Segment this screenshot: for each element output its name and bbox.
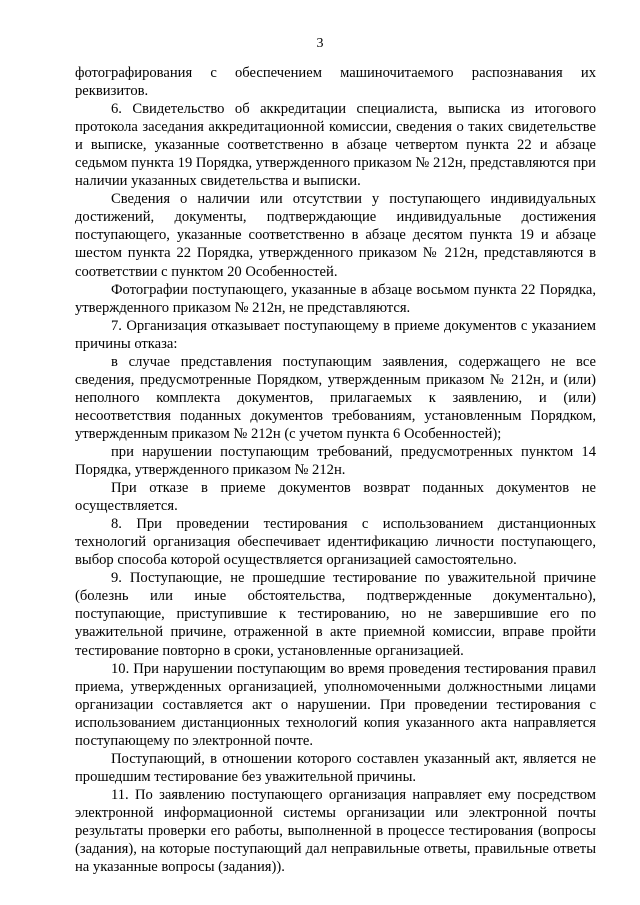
paragraph-achievements: Сведения о наличии или отсутствии у поступающего индивидуальных достижений, документы, подтверждающие индивидуальные достижения поступающего, указанные соответственно в абзаце десятом пункта 19 и абзаце шестом пункта 22 Порядка, утвержденного приказом № 212н, представляются в соответствии с пунктом 20 Особенностей. [75, 191, 596, 280]
page-number: 3 [316, 36, 324, 51]
paragraph-refusal-reason-1: в случае представления поступающим заявления, содержащего не все сведения, предусмотренные Порядком, утвержденным приказом № 212н, и (или) неполного комплекта документов, прилагаемых к заявлению, и (или) несоответствия поданных документов требованиям, установленным Порядком, утвержденным приказом № 212н (с учетом пункта 6 Особенностей); [75, 353, 596, 442]
paragraph-item-9: 9. Поступающие, не прошедшие тестирование по уважительной причине (болезнь или иные обстоятельства, подтвержденные документально), поступающие, приступившие к тестированию, но не завершившие его по уважительной причине, отраженной в акте приемной комиссии, вправе пройти тестирование повторно в сроки, установленные организацией. [75, 570, 596, 659]
paragraph-item-11: 11. По заявлению поступающего организация направляет ему посредством электронной информационной системы организации или электронной почты результаты проверки его работы, выполненной в процессе тестирования (вопросы (задания), на которые поступающий дал неправильные ответы, правильные ответы на указанные вопросы (задания)). [75, 786, 596, 876]
paragraph-refusal-reason-2: при нарушении поступающим требований, предусмотренных пунктом 14 Порядка, утвержденного приказом № 212н. [75, 443, 596, 479]
paragraph-item-8: 8. При проведении тестирования с использованием дистанционных технологий организация обеспечивает идентификацию личности поступающего, выбор способа которой осуществляется организацией самостоятельно. [75, 516, 596, 569]
paragraph-violation-result: Поступающий, в отношении которого составлен указанный акт, является не прошедшим тестирование без уважительной причины. [75, 750, 596, 785]
paragraph-item-10: 10. При нарушении поступающим во время проведения тестирования правил приема, утвержденных организацией, уполномоченными должностными лицами организации составляется акт о нарушении. При проведении тестирования с использованием дистанционных технологий копия указанного акта направляется поступающему по электронной почте. [75, 660, 596, 749]
document-body [75, 64, 596, 876]
paragraph-continuation: фотографирования с обеспечением машиночитаемого распознавания их реквизитов. [75, 65, 596, 100]
paragraph-refusal-return: При отказе в приеме документов возврат поданных документов не осуществляется. [75, 480, 596, 515]
paragraph-photos: Фотографии поступающего, указанные в абзаце восьмом пункта 22 Порядка, утвержденного приказом № 212н, не представляются. [75, 281, 596, 316]
paragraph-item-6: 6. Свидетельство об аккредитации специалиста, выписка из итогового протокола заседания аккредитационной комиссии, сведения о таких свидетельстве и выписке, указанные соответственно в абзаце четвертом пункта 22 и абзаце седьмом пункта 19 Порядка, утвержденного приказом № 212н, представляются при наличии указанных свидетельства и выписки. [75, 101, 596, 190]
paragraph-item-7: 7. Организация отказывает поступающему в приеме документов с указанием причины отказа: [75, 317, 596, 352]
